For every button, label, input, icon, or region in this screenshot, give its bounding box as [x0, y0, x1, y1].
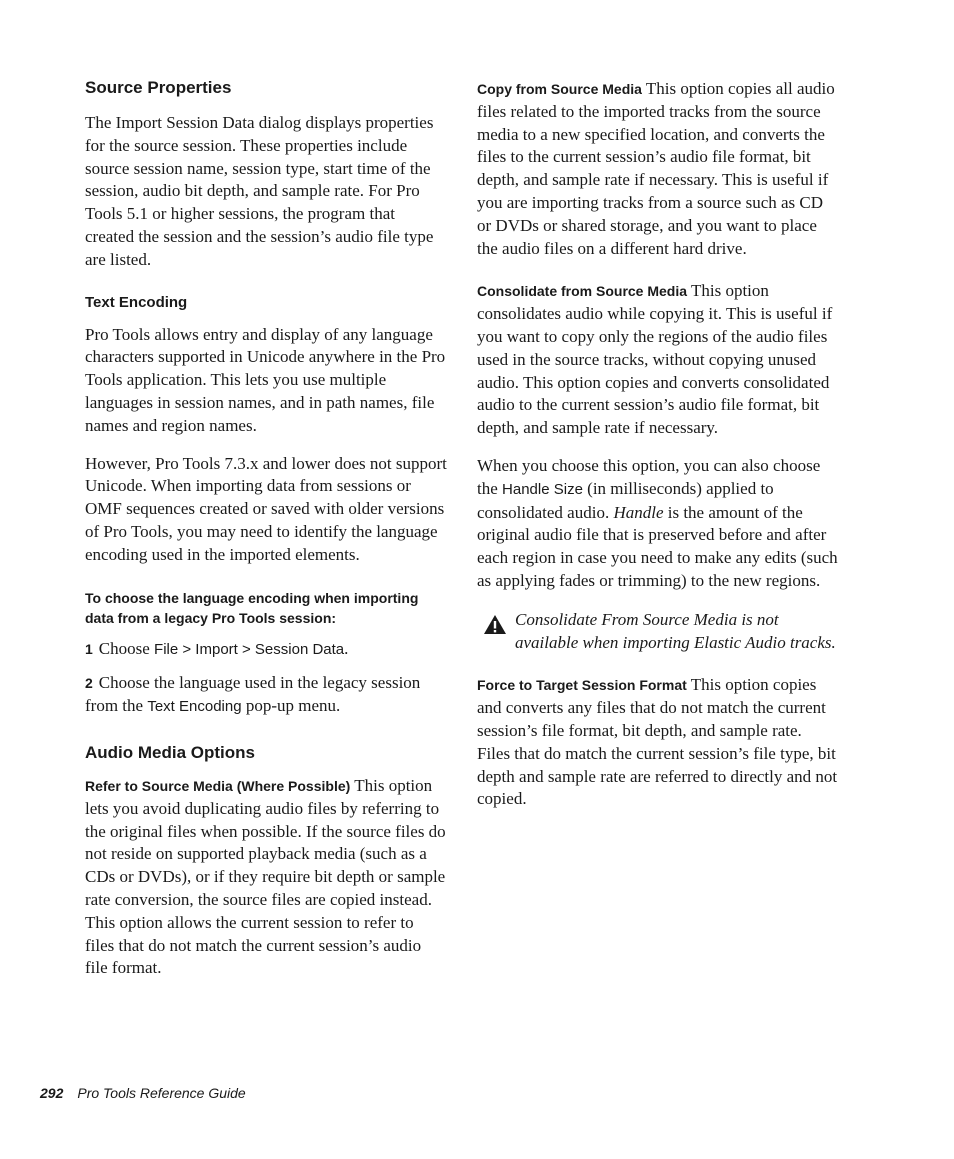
procedure-heading: To choose the language encoding when importing data from a legacy Pro Tools session:: [85, 589, 419, 626]
note-box: [477, 609, 839, 655]
guide-title: Pro Tools Reference Guide: [77, 1085, 246, 1101]
right-column: [477, 78, 839, 826]
consolidate-body: This option consolidates audio while copying it. This is useful if you want to copy only the regions of the audio files used in the source tracks, without copying unused audio. This option copies and converts consolidated audio to the current session’s audio file format, bit depth, and sample rate if necessary.: [477, 281, 833, 438]
handle-pre: When you choose this option, you can also choose the: [477, 455, 821, 498]
text-encoding-para-2: However, Pro Tools 7.3.x and lower does not support Unicode. When importing data from sessions or OMF sequences created or saved with older versions of Pro Tools, you may need to identify the language encoding used in the imported elements.: [85, 453, 447, 564]
refer-to-source-label: Refer to Source Media (Where Possible): [85, 777, 351, 794]
procedure-step-2: [85, 672, 447, 719]
copy-from-source-label: Copy from Source Media: [477, 81, 642, 97]
source-properties-heading: Source Properties: [85, 78, 232, 97]
audio-media-options-heading: Audio Media Options: [85, 742, 255, 762]
step-1-end: .: [344, 638, 349, 658]
text-encoding-heading: Text Encoding: [85, 293, 188, 311]
handle-size-paragraph: [477, 455, 839, 593]
step-2-menu-name: Text Encoding: [147, 698, 242, 716]
step-2-number: 2: [85, 675, 93, 692]
copy-from-source-paragraph: [477, 78, 839, 260]
page-footer: [40, 1085, 246, 1101]
refer-to-source-body: This option lets you avoid duplicating audio files by referring to the original files when possible. If the source files do not reside on supported playback media (such as a CDs or DVDs), or if they require bit depth or sample rate conversion, the source files are copied instead. This option allows the current session to refer to files that do not match the current session’s audio file format.: [85, 775, 446, 978]
refer-to-source-paragraph: [85, 775, 447, 980]
procedure-step-1: [85, 638, 447, 662]
force-to-target-body: This option copies and converts any files that do not match the current session’s file format, bit depth, and sample rate. Files that do match the current session’s file type, bit depth and sample rate are referred to directly and not copied.: [477, 675, 838, 809]
step-1-menu-path: File > Import > Session Data: [154, 640, 345, 658]
copy-from-source-body: This option copies all audio files related to the imported tracks from the source media to a new specified location, and converts the files to the current session’s audio file format, bit depth, and sample rate if necessary. This is useful if you are importing tracks from a source such as CD or DVDs or shared storage, and you want to place the audio files on a different hard drive.: [477, 79, 835, 258]
force-to-target-paragraph: [477, 674, 839, 811]
source-properties-body: The Import Session Data dialog displays properties for the source session. These properties include source session name, session type, start time of the session, audio bit depth, and sample rate. For Pro Tools 5.1 or higher sessions, the program that created the session and the session’s audio file type are listed.: [85, 113, 434, 269]
consolidate-label: Consolidate from Source Media: [477, 283, 688, 300]
left-column: [85, 78, 447, 995]
handle-size-option: Handle Size: [502, 480, 583, 498]
step-2-end: pop-up menu.: [241, 696, 341, 716]
handle-term: Handle: [613, 502, 664, 522]
consolidate-paragraph: [477, 280, 839, 440]
handle-post: is the amount of the original audio file that is preserved before and after each region in case you need to make any edits (such as applying fades or trimming) to the new regions.: [477, 502, 838, 590]
force-to-target-label: Force to Target Session Format: [477, 677, 687, 694]
step-1-number: 1: [85, 640, 93, 657]
warning-triangle-icon: [483, 614, 507, 635]
text-encoding-para-1: Pro Tools allows entry and display of any language characters supported in Unicode anywhere in the Pro Tools application. This lets you use multiple languages in session names, and in path names, file names and region names.: [85, 324, 446, 435]
step-1-text: Choose: [98, 638, 155, 658]
note-text: Consolidate From Source Media is not available when importing Elastic Audio tracks.: [515, 609, 836, 652]
step-2-text: Choose the language used in the legacy session from the: [85, 673, 421, 716]
handle-mid: (in milliseconds) applied to consolidated audio.: [477, 478, 774, 522]
page-number: 292: [40, 1085, 64, 1101]
